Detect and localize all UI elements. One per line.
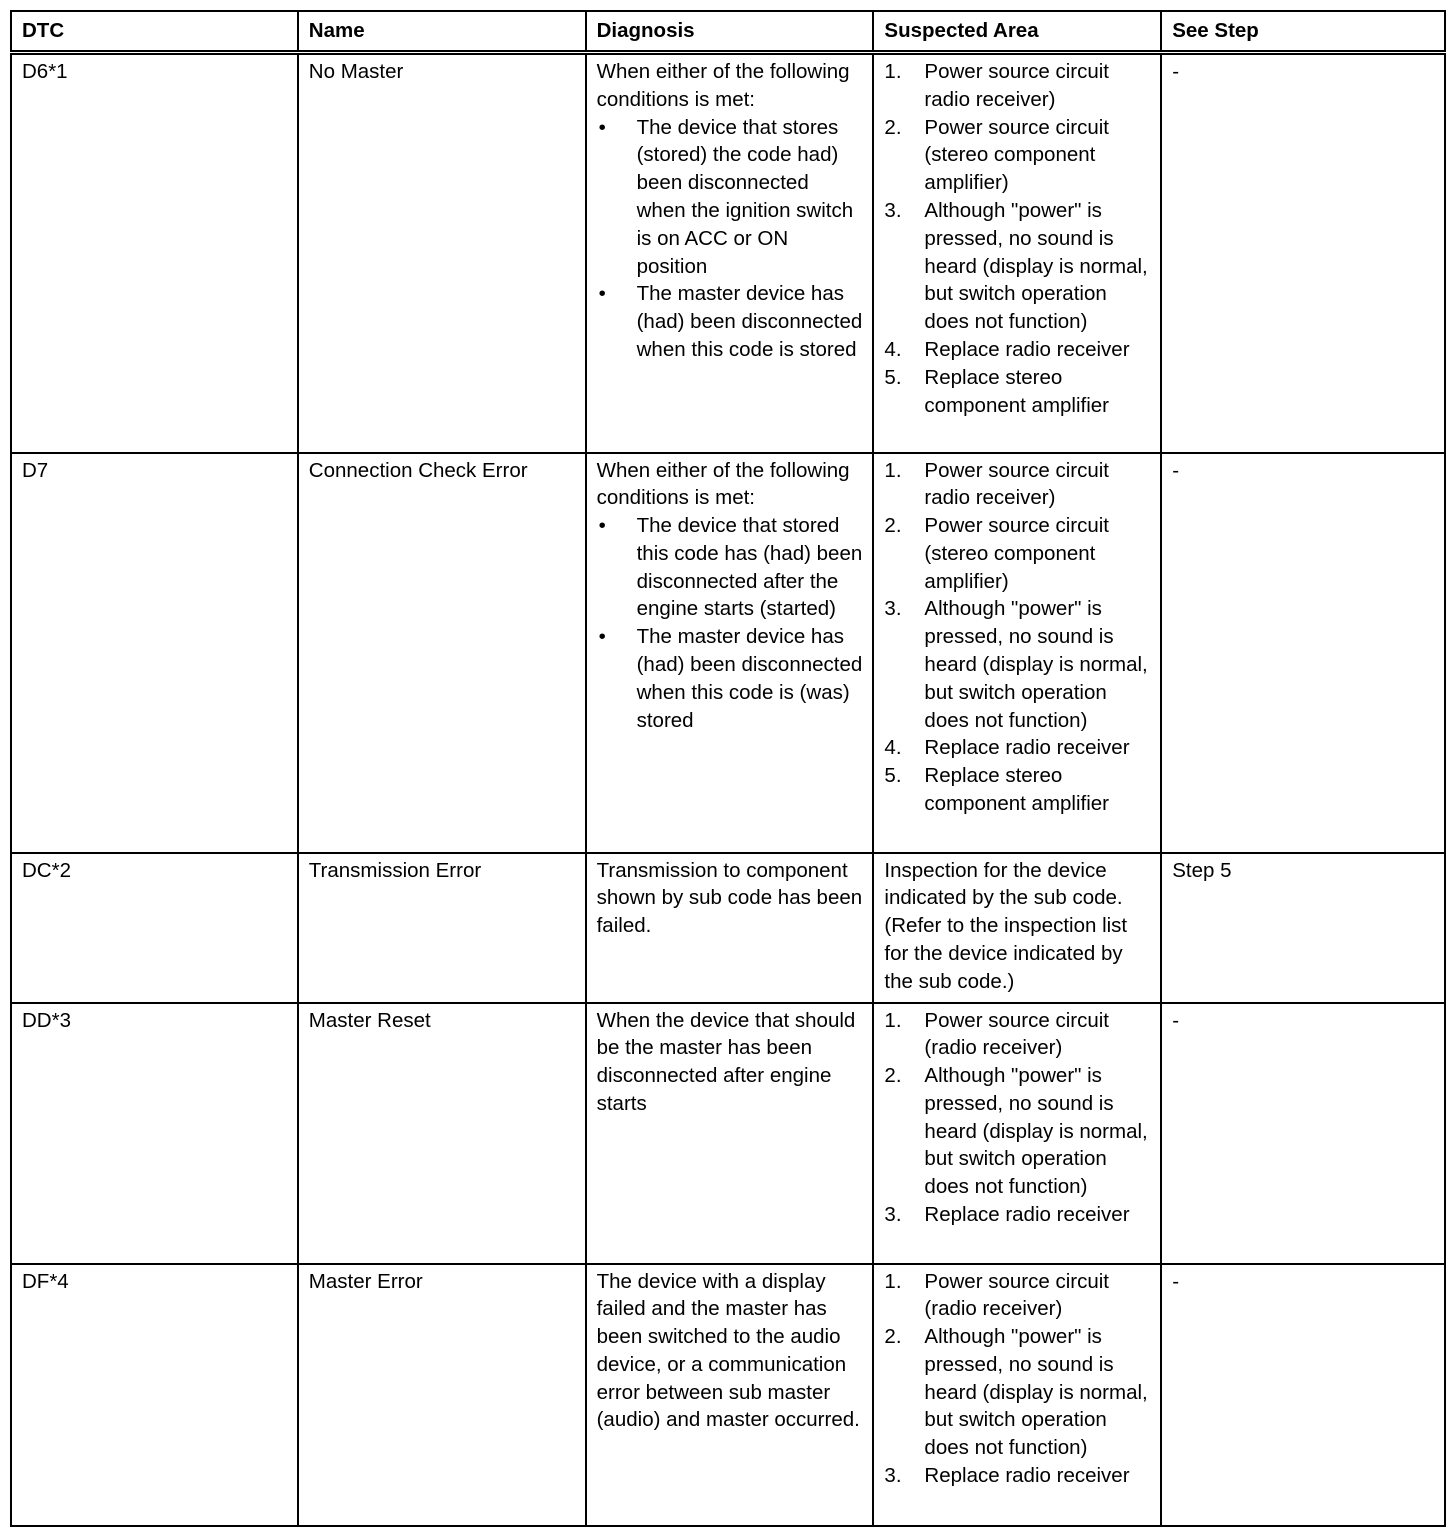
item-text: Power source circuit radio receiver) — [924, 458, 1109, 510]
see-step-cell — [1161, 853, 1445, 1003]
item-number: 5. — [884, 365, 902, 389]
dtc-name: Master Reset — [308, 1008, 431, 1032]
diagnosis-text: Transmission to component shown by sub code has been failed. — [596, 858, 863, 938]
dtc-cell — [11, 453, 298, 853]
item-number: 2. — [884, 115, 902, 139]
table-row — [11, 53, 1445, 453]
item-text: Although "power" is pressed, no sound is heard (display is normal, but switch operation does not function) — [924, 1064, 1148, 1199]
diagnosis-text: The device with a display failed and the master has been switched to the audio device, or a communication error between sub master (audio) and master occurred. — [596, 1269, 860, 1432]
dtc-code: DD*3 — [22, 1008, 71, 1032]
item-number: 3. — [884, 1203, 902, 1227]
suspected-area-item — [884, 1462, 1150, 1490]
item-number: 2. — [884, 514, 902, 538]
table-row — [11, 1264, 1445, 1526]
see-step-cell — [1161, 1003, 1445, 1264]
dtc-name: Transmission Error — [308, 858, 482, 882]
dtc-code: DF*4 — [22, 1269, 69, 1293]
suspected-area-item — [884, 1062, 1150, 1201]
dtc-cell — [11, 53, 298, 453]
see-step-value: Step 5 — [1172, 858, 1232, 882]
suspected-area-item — [884, 364, 1150, 420]
item-text: Replace stereo component amplifier — [924, 764, 1110, 816]
dtc-name: Master Error — [308, 1269, 423, 1293]
suspected-area-item — [884, 762, 1150, 818]
table-row — [11, 1003, 1445, 1264]
see-step-cell — [1161, 53, 1445, 453]
dtc-code: DC*2 — [22, 858, 71, 882]
dtc-name: No Master — [308, 60, 404, 83]
item-number: 3. — [884, 597, 902, 621]
dtc-code: D6*1 — [22, 60, 68, 83]
table-row — [11, 853, 1445, 1003]
see-step-cell — [1161, 453, 1445, 853]
diagnosis-bullet-item: • The device that stores (stored) the code had) been disconnected when the ignition switch is on ACC or ON position — [597, 114, 863, 281]
column-header-dtc: DTC — [11, 11, 298, 53]
see-step-value: - — [1172, 60, 1180, 83]
column-header-diagnosis: Diagnosis — [586, 11, 874, 53]
suspected-area-cell — [873, 853, 1161, 1003]
suspected-area-list — [884, 457, 1150, 818]
suspected-area-item — [884, 512, 1150, 595]
suspected-area-item — [884, 336, 1150, 364]
dtc-table — [10, 10, 1446, 1527]
column-header-see-step: See Step — [1161, 11, 1445, 53]
item-number: 2. — [884, 1064, 902, 1088]
suspected-area-item — [884, 457, 1150, 513]
suspected-area-list — [884, 1268, 1150, 1490]
table-row — [11, 453, 1445, 853]
suspected-area-cell — [873, 1264, 1161, 1526]
item-number: 3. — [884, 198, 902, 222]
diagnosis-bullet-item: • The master device has (had) been disconnected when this code is (was) stored — [597, 623, 863, 734]
table-body — [11, 53, 1445, 1526]
diagnosis-bullet-list — [597, 512, 863, 734]
see-step-value: - — [1172, 1008, 1180, 1032]
suspected-area-item — [884, 114, 1150, 197]
item-text: Replace radio receiver — [924, 1203, 1130, 1227]
column-header-suspected-area: Suspected Area — [873, 11, 1161, 53]
name-cell — [298, 1003, 586, 1264]
item-text: Replace stereo component amplifier — [924, 365, 1110, 417]
item-text: Power source circuit (radio receiver) — [924, 1269, 1109, 1321]
item-text: Power source circuit (radio receiver) — [924, 1008, 1109, 1060]
dtc-cell — [11, 1003, 298, 1264]
suspected-area-item — [884, 1268, 1150, 1324]
item-text: Although "power" is pressed, no sound is heard (display is normal, but switch operation does not function) — [924, 198, 1148, 334]
diagnosis-bullet-item: • The device that stored this code has (had) been disconnected after the engine starts (started) — [597, 512, 863, 623]
item-number: 2. — [884, 1325, 902, 1349]
item-number: 1. — [884, 1269, 902, 1293]
dtc-name: Connection Check Error — [308, 458, 528, 482]
name-cell — [298, 853, 586, 1003]
suspected-area-list — [884, 1007, 1150, 1229]
dtc-cell — [11, 1264, 298, 1526]
suspected-area-item — [884, 1323, 1150, 1462]
item-text: Replace radio receiver — [924, 1464, 1130, 1488]
item-text: Power source circuit radio receiver) — [924, 60, 1109, 111]
see-step-cell — [1161, 1264, 1445, 1526]
see-step-value: - — [1172, 458, 1180, 482]
item-number: 1. — [884, 458, 902, 482]
item-text: Although "power" is pressed, no sound is heard (display is normal, but switch operation does not function) — [924, 597, 1148, 732]
suspected-area-text: Inspection for the device indicated by the sub code. (Refer to the inspection list for the device indicated by the sub code.) — [884, 858, 1128, 993]
suspected-area-item — [884, 58, 1150, 114]
suspected-area-cell — [873, 53, 1161, 453]
item-text: Although "power" is pressed, no sound is heard (display is normal, but switch operation does not function) — [924, 1325, 1148, 1460]
diagnosis-text: When either of the following conditions is met: — [596, 458, 850, 510]
item-number: 4. — [884, 736, 902, 760]
item-number: 5. — [884, 764, 902, 788]
header-row — [11, 11, 1445, 53]
dtc-code: D7 — [22, 458, 49, 482]
suspected-area-item — [884, 1007, 1150, 1063]
suspected-area-cell — [873, 1003, 1161, 1264]
item-text: Replace radio receiver — [924, 337, 1130, 361]
diagnosis-text: When either of the following conditions is met: — [596, 60, 850, 111]
name-cell — [298, 453, 586, 853]
name-cell — [298, 53, 586, 453]
item-text: Power source circuit (stereo component amplifier) — [924, 115, 1109, 195]
see-step-value: - — [1172, 1269, 1180, 1293]
diagnosis-cell — [586, 53, 874, 453]
suspected-area-list — [884, 58, 1150, 419]
item-number: 4. — [884, 337, 902, 361]
diagnosis-cell — [586, 1264, 874, 1526]
item-number: 1. — [884, 1008, 902, 1032]
name-cell — [298, 1264, 586, 1526]
item-text: Replace radio receiver — [924, 736, 1130, 760]
suspected-area-item — [884, 734, 1150, 762]
diagnosis-bullet-item: • The master device has (had) been disconnected when this code is stored — [597, 280, 863, 363]
item-text: Power source circuit (stereo component amplifier) — [924, 514, 1109, 593]
diagnosis-text: When the device that should be the master has been disconnected after engine starts — [596, 1008, 856, 1115]
suspected-area-item — [884, 197, 1150, 336]
column-header-name: Name — [298, 11, 586, 53]
diagnosis-cell — [586, 453, 874, 853]
suspected-area-cell — [873, 453, 1161, 853]
diagnosis-cell — [586, 1003, 874, 1264]
item-number: 3. — [884, 1464, 902, 1488]
diagnosis-bullet-list — [597, 114, 863, 364]
item-number: 1. — [884, 60, 902, 83]
suspected-area-item — [884, 595, 1150, 734]
diagnosis-cell — [586, 853, 874, 1003]
dtc-cell — [11, 853, 298, 1003]
suspected-area-item — [884, 1201, 1150, 1229]
